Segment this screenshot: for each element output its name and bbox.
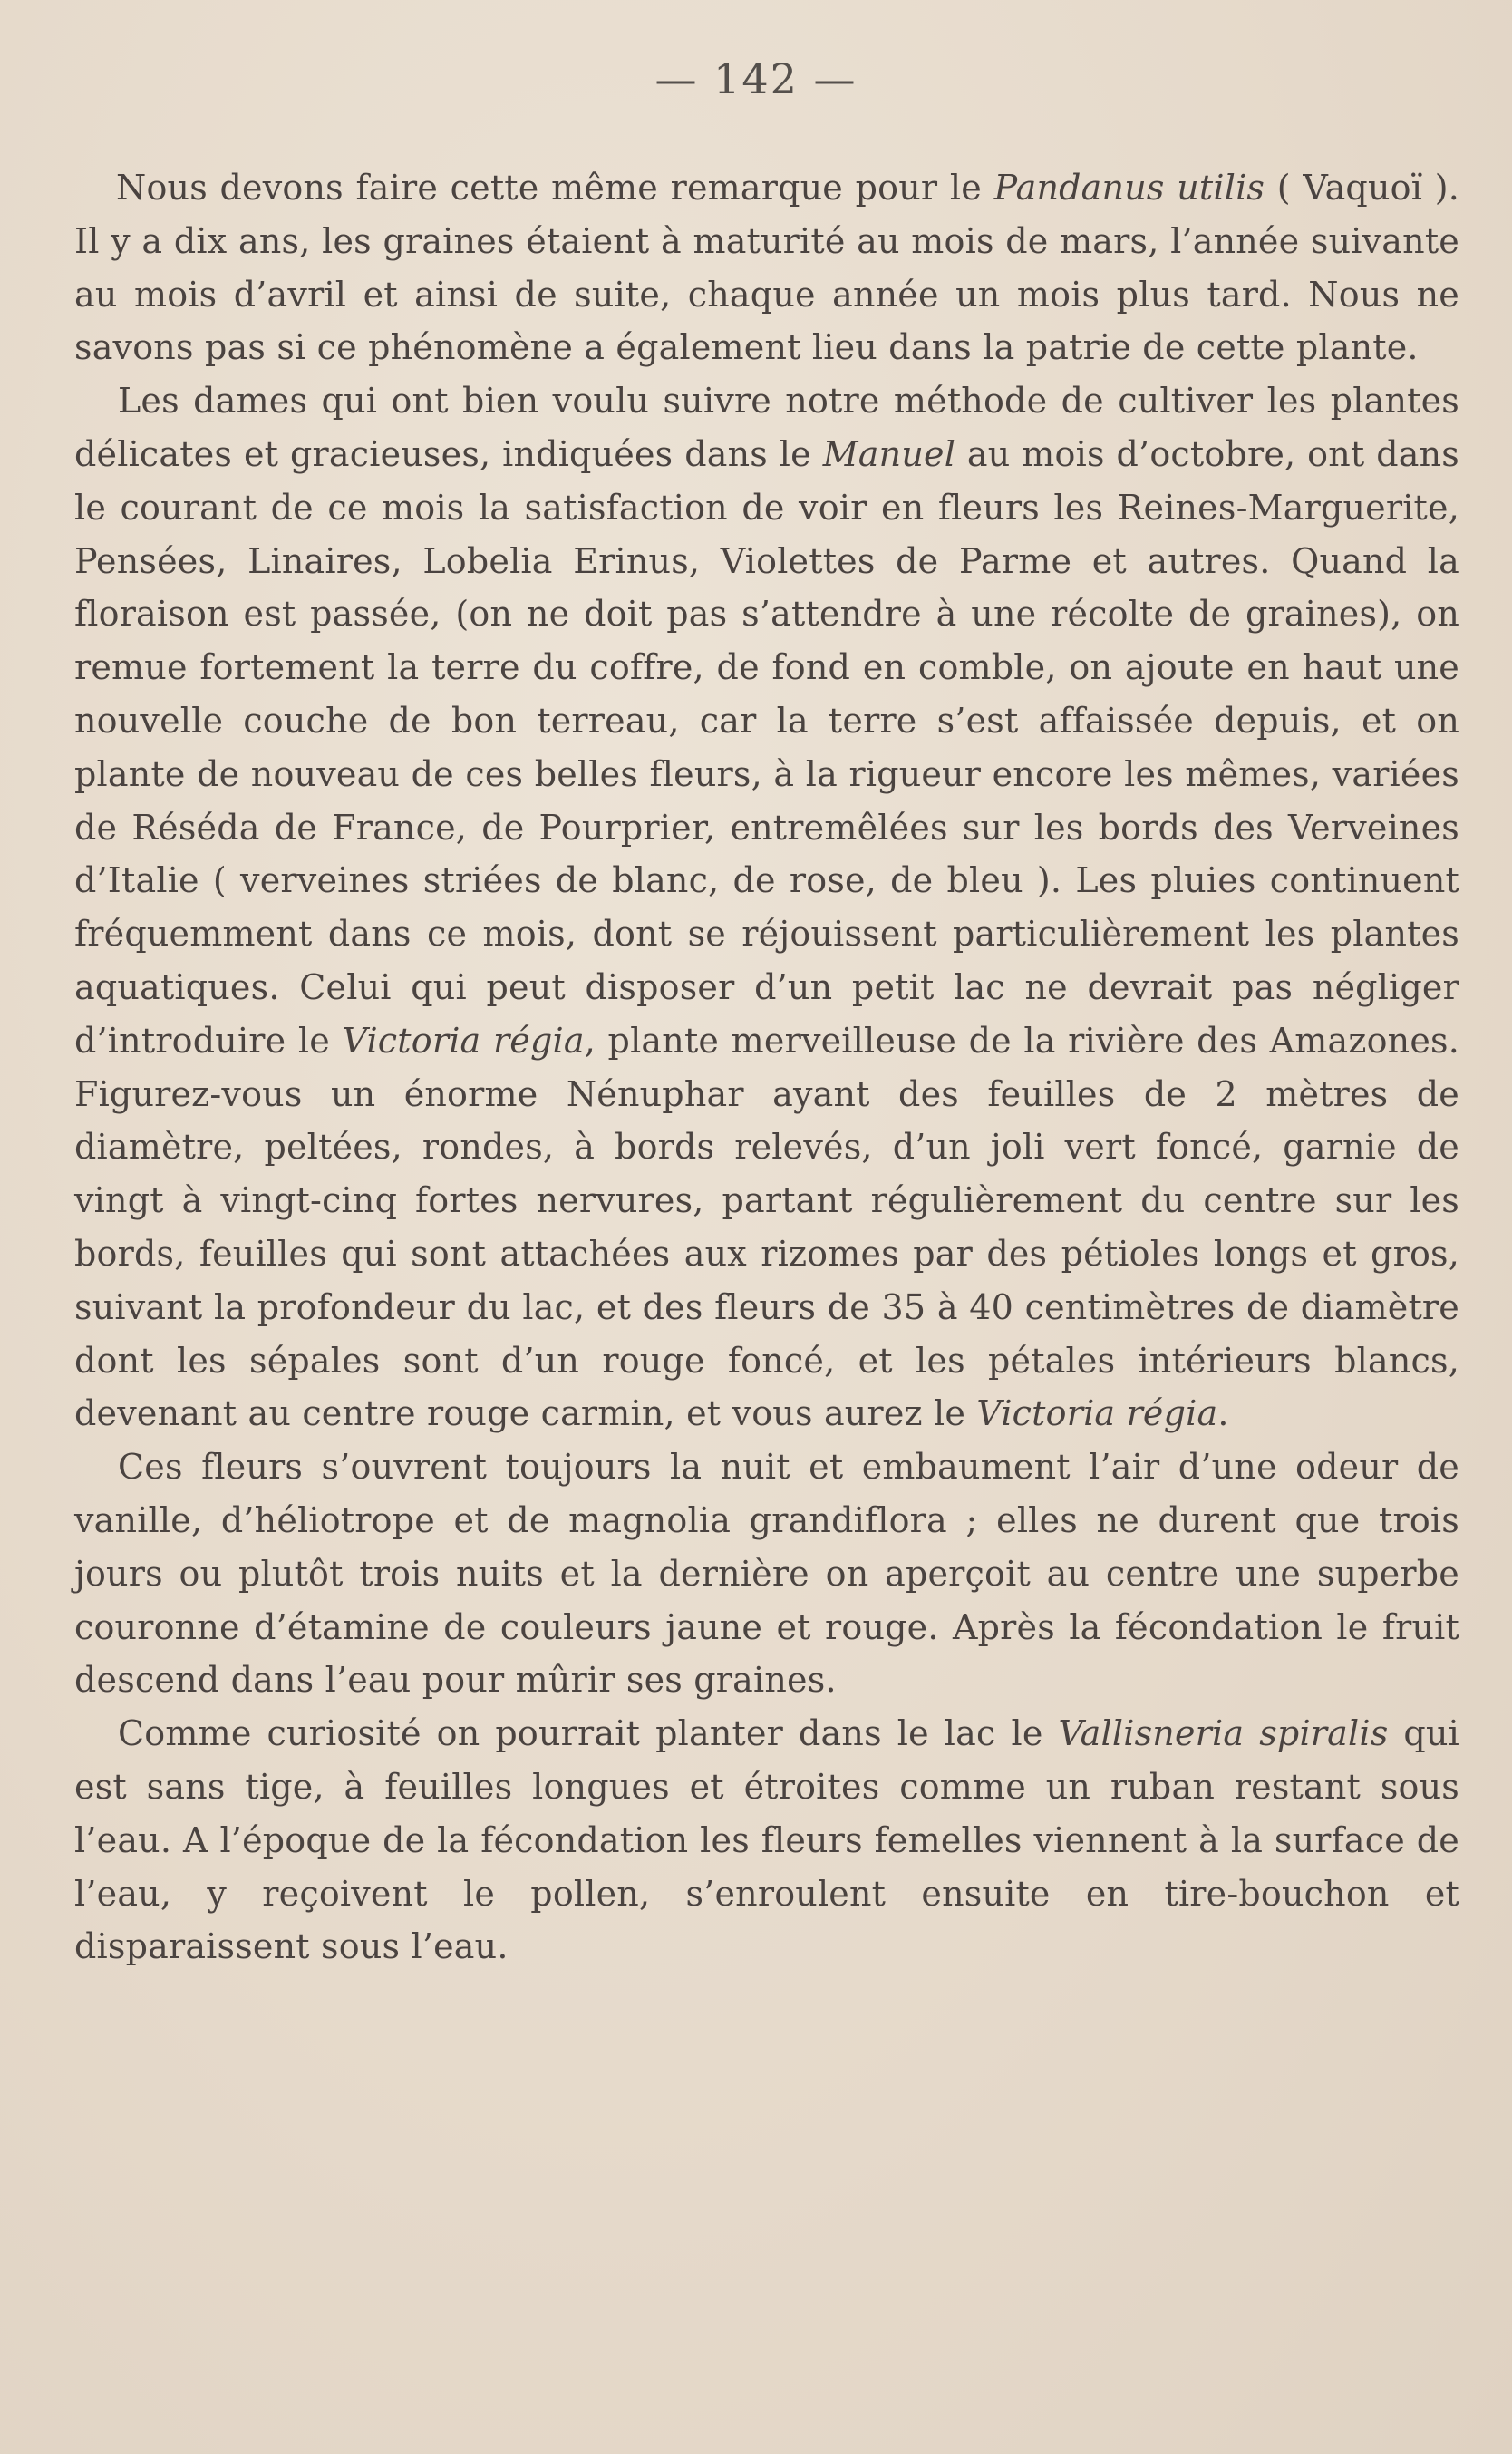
italic-term: Victoria régia (976, 1393, 1218, 1434)
italic-term: Manuel (822, 433, 956, 474)
paragraph (74, 1440, 1459, 1707)
paragraph (74, 374, 1459, 1440)
italic-term: Victoria régia (342, 1020, 585, 1061)
text-run: Comme curiosité on pourrait planter dans le lac le (118, 1713, 1059, 1754)
italic-term: Vallisneria spiralis (1058, 1713, 1389, 1754)
page-number: — 142 — (654, 54, 858, 103)
text-run: Nous devons faire cette même remarque pour le (116, 168, 994, 208)
text-run: ( Vaquoï ). Il y a dix ans, les graines étaient à maturité au mois de mars, l’année suivante au mois d’avril et ainsi de suite, chaque année un mois plus tard. Nous ne savons pas si ce phénomène a également lieu dans la patrie de cette plante. (74, 168, 1459, 368)
italic-term: Pandanus utilis (993, 168, 1265, 208)
body-text (74, 161, 1459, 1974)
text-run: au mois d’octobre, ont dans le courant de ce mois la satisfaction de voir en fleurs les Reines-Marguerite, Pensées, Linaires, Lobelia Erinus, Violettes de Parme et autres. Quand la floraison est passée, (on ne doit pas s’attendre à une récolte de graines), on remue fortement la terre du coffre, de fond en comble, on ajoute en haut une nouvelle couche de bon terreau, car la terre s’est affaissée depuis, et on plante de nouveau de ces belles fleurs, à la rigueur encore les mêmes, variées de Réséda de France, de Pourprier, entremêlées sur les bords des Verveines d’Italie ( verveines striées de blanc, de rose, de bleu ). Les pluies continuent fréquemment dans ce mois, dont se réjouissent particulièrement les plantes aquatiques. Celui qui peut disposer d’un petit lac ne devrait pas négliger d’introduire le (74, 433, 1459, 1061)
paragraph (74, 1707, 1459, 1974)
text-run: qui est sans tige, à feuilles longues et étroites comme un ruban restant sous l’eau. A l’époque de la fécondation les fleurs femelles viennent à la surface de l’eau, y reçoivent le pollen, s’enroulent ensuite en tire-bouchon et disparaissent sous l’eau. (74, 1713, 1459, 1967)
text-run: Ces fleurs s’ouvrent toujours la nuit et embaument l’air d’une odeur de vanille, d’héliotrope et de magnolia grandiflora ; elles ne durent que trois jours ou plutôt trois nuits et la dernière on aperçoit au centre une superbe couronne d’étamine de couleurs jaune et rouge. Après la fécondation le fruit descend dans l’eau pour mûrir ses graines. (74, 1447, 1459, 1701)
text-run: . (1217, 1393, 1229, 1434)
text-run: , plante merveilleuse de la rivière des Amazones. Figurez-vous un énorme Nénuphar ayant des feuilles de 2 mètres de diamètre, peltées, rondes, à bords relevés, d’un joli vert foncé, garnie de vingt à vingt-cinq fortes nervures, partant régulièrement du centre sur les bords, feuilles qui sont attachées aux rizomes par des pétioles longs et gros, suivant la profondeur du lac, et des fleurs de 35 à 40 centimètres de diamètre dont les sépales sont d’un rouge foncé, et les pétales intérieurs blancs, devenant au centre rouge carmin, et vous aurez le (74, 1020, 1459, 1434)
paragraph (74, 161, 1459, 374)
text-run: Les dames qui ont bien voulu suivre notre méthode de cultiver les plantes délicates et gracieuses, indiquées dans le (74, 381, 1459, 474)
